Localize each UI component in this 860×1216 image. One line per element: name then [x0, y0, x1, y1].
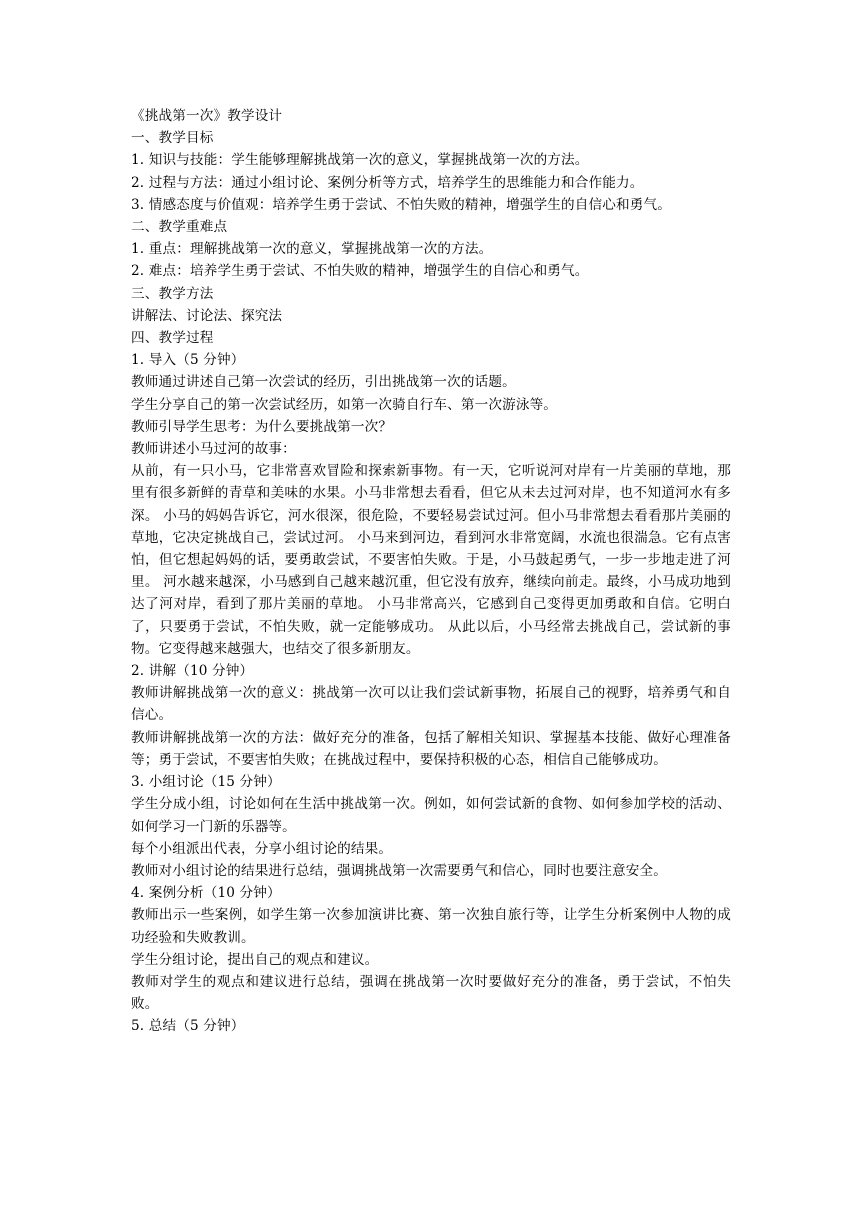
key-point-item: 2. 难点：培养学生勇于尝试、不怕失败的精神，增强学生的自信心和勇气。	[131, 263, 589, 280]
document-body	[131, 105, 731, 1038]
document-title: 《挑战第一次》教学设计	[131, 108, 283, 124]
group-paragraph: 每个小组派出代表，分享小组讨论的结果。	[131, 840, 393, 857]
explain-paragraph: 教师讲解挑战第一次的方法：做好充分的准备，包括了解相关知识、掌握基本技能、做好心理准备等；勇于尝试，不要害怕失败；在挑战过程中，要保持积极的心态，相信自己能够成功。	[131, 729, 731, 768]
key-point-item: 1. 重点：理解挑战第一次的意义，掌握挑战第一次的方法。	[131, 241, 493, 258]
group-paragraph: 教师对小组讨论的结果进行总结，强调挑战第一次需要勇气和信心，同时也要注意安全。	[131, 862, 668, 879]
section-heading-process: 四、教学过程	[131, 330, 214, 347]
step-heading-intro: 1. 导入（5 分钟）	[131, 352, 245, 369]
step-heading-explain: 2. 讲解（10 分钟）	[131, 663, 254, 680]
methods-text: 讲解法、讨论法、探究法	[131, 307, 283, 324]
step-heading-group: 3. 小组讨论（15 分钟）	[131, 774, 281, 791]
explain-paragraph: 教师讲解挑战第一次的意义：挑战第一次可以让我们尝试新事物，拓展自己的视野，培养勇气和自信心。	[131, 685, 731, 724]
cases-paragraph: 教师对学生的观点和建议进行总结，强调在挑战第一次时要做好充分的准备，勇于尝试，不怕失败。	[131, 973, 731, 1013]
goal-item: 2. 过程与方法：通过小组讨论、案例分析等方式，培养学生的思维能力和合作能力。	[131, 174, 644, 191]
intro-line: 学生分享自己的第一次尝试经历，如第一次骑自行车、第一次游泳等。	[131, 396, 558, 413]
cases-paragraph: 学生分组讨论，提出自己的观点和建议。	[131, 951, 379, 968]
intro-line: 教师讲述小马过河的故事：	[131, 441, 296, 458]
intro-line: 教师引导学生思考：为什么要挑战第一次？	[131, 418, 393, 435]
goal-item: 1. 知识与技能：学生能够理解挑战第一次的意义，掌握挑战第一次的方法。	[131, 152, 589, 169]
section-heading-key-points: 二、教学重难点	[131, 219, 228, 236]
intro-line: 教师通过讲述自己第一次尝试的经历，引出挑战第一次的话题。	[131, 374, 516, 391]
step-heading-summary: 5. 总结（5 分钟）	[131, 1018, 245, 1035]
goal-item: 3. 情感态度与价值观：培养学生勇于尝试、不怕失败的精神，增强学生的自信心和勇气。	[131, 196, 672, 213]
section-heading-methods: 三、教学方法	[131, 285, 214, 302]
section-heading-goals: 一、教学目标	[131, 130, 214, 147]
story-paragraph: 从前，有一只小马，它非常喜欢冒险和探索新事物。有一天，它听说河对岸有一片美丽的草地，那里有很多新鲜的青草和美味的水果。小马非常想去看看，但它从未去过河对岸，也不知道河水有多深。 小马的妈妈告诉它，河水很深，很危险，不要轻易尝试过河。但小马非常想去看看那片美丽的草地，它决定挑战自己，尝试过河。 小马来到河边，看到河水非常宽阔，水流也很湍急。它有点害怕，但它想起妈妈的话，要勇敢尝试，不要害怕失败。于是，小马鼓起勇气，一步一步地走进了河里。 河水越来越深，小马感到自己越来越沉重，但它没有放弃，继续向前走。最终，小马成功地到达了河对岸，看到了那片美丽的草地。 小马非常高兴，它感到自己变得更加勇敢和自信。它明白了，只要勇于尝试，不怕失败，就一定能够成功。 从此以后，小马经常去挑战自己，尝试新的事物。它变得越来越强大，也结交了很多新朋友。	[131, 463, 731, 657]
cases-paragraph: 教师出示一些案例，如学生第一次参加演讲比赛、第一次独自旅行等，让学生分析案例中人物的成功经验和失败教训。	[131, 907, 731, 946]
step-heading-cases: 4. 案例分析（10 分钟）	[131, 885, 281, 902]
group-paragraph: 学生分成小组，讨论如何在生活中挑战第一次。例如，如何尝试新的食物、如何参加学校的活动、如何学习一门新的乐器等。	[131, 796, 731, 835]
